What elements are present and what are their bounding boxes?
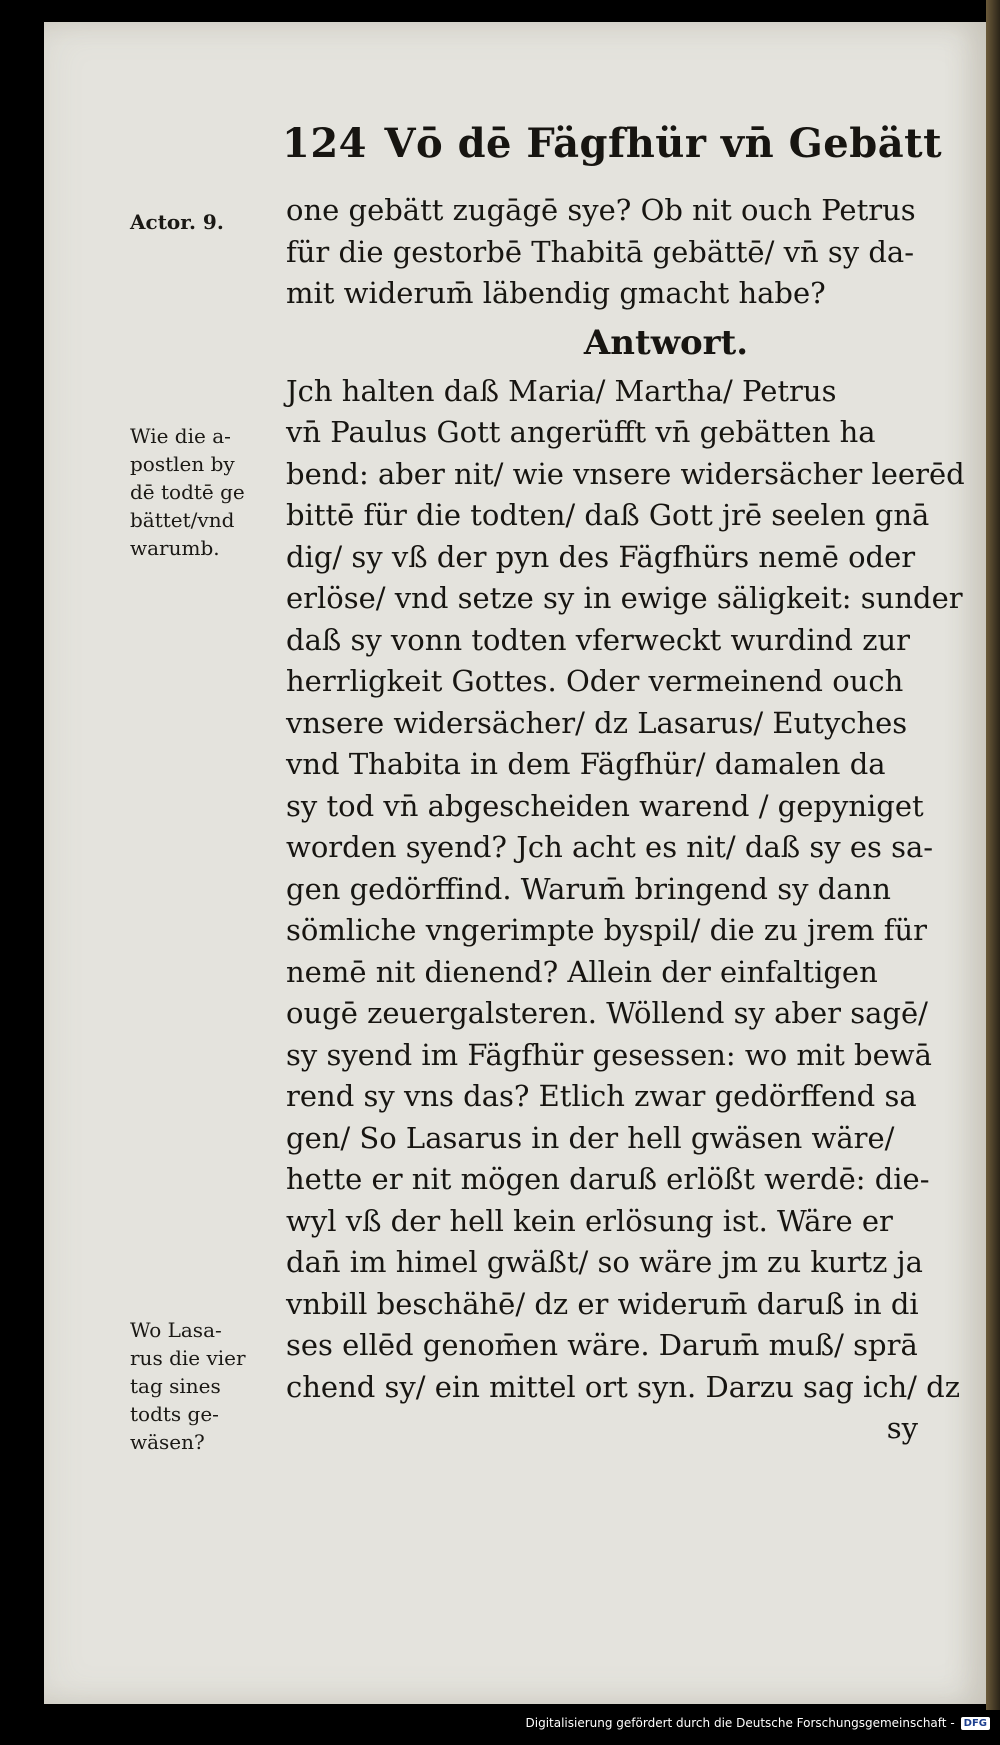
margin-note-line: tag sines bbox=[130, 1374, 221, 1398]
margin-note-line: Wo Lasa- bbox=[130, 1318, 222, 1342]
margin-note-line: Wie die a- bbox=[130, 424, 231, 448]
book-page bbox=[44, 22, 986, 1704]
credit-text: Digitalisierung gefördert durch die Deutsche Forschungsgemeinschaft - bbox=[525, 1716, 955, 1730]
page-number: 124 bbox=[282, 120, 367, 167]
text-line: dan̄ im himel gwäßt/ so wäre jm zu kurtz ja bbox=[286, 1245, 923, 1279]
book-edge bbox=[986, 0, 1000, 1710]
text-line: für die gestorbē Thabitā gebättē/ vn̄ sy da- bbox=[286, 234, 915, 269]
text-line: nemē nit dienend? Allein der einfaltigen bbox=[286, 954, 878, 989]
text-line: erlöse/ vnd setze sy in ewige säligkeit: sunder bbox=[286, 581, 963, 615]
text-line: sömliche vngerimpte byspil/ die zu jrem für bbox=[286, 913, 928, 947]
section-heading: Antwort. bbox=[583, 322, 749, 363]
text-line: Jch halten daß Maria/ Martha/ Petrus bbox=[286, 373, 837, 408]
margin-note-apostles bbox=[130, 422, 245, 562]
text-line: sy tod vn̄ abgescheiden warend / gepyniget bbox=[286, 788, 924, 823]
text-line: daß sy vonn todten vferweckt wurdind zur bbox=[286, 622, 911, 657]
text-line: vnsere widersächer/ dz Lasarus/ Eutyches bbox=[286, 705, 908, 740]
text-line: vnd Thabita in dem Fägfhür/ damalen da bbox=[286, 747, 886, 781]
text-line: one gebätt zugāgē sye? Ob nit ouch Petrus bbox=[286, 193, 916, 227]
margin-note-line: bättet/vnd bbox=[130, 508, 235, 532]
margin-note-line: Actor. 9. bbox=[130, 210, 224, 234]
text-line: wyl vß der hell kein erlösung ist. Wäre er bbox=[286, 1203, 893, 1238]
text-line: worden syend? Jch acht es nit/ daß sy es sa- bbox=[286, 830, 934, 864]
text-line: vnbill beschähē/ dz er widerum̄ daruß in di bbox=[286, 1286, 919, 1321]
text-line: sy syend im Fägfhür gesessen: wo mit bewā bbox=[286, 1037, 932, 1072]
digitization-credit bbox=[526, 1713, 991, 1733]
text-line: bend: aber nit/ wie vnsere widersächer leerēd bbox=[286, 456, 965, 491]
text-line: ses ellēd genom̄en wäre. Darum̄ muß/ sprā bbox=[286, 1328, 918, 1362]
page-header bbox=[282, 120, 1000, 180]
running-title: Vō dē Fägfhür vn̄ Gebätt bbox=[384, 120, 943, 167]
margin-note-lazarus bbox=[130, 1316, 246, 1456]
text-line: hette er nit mögen daruß erlößt werdē: die- bbox=[286, 1162, 930, 1196]
text-line: gen gedörffind. Warum̄ bringend sy dann bbox=[286, 871, 891, 906]
margin-note-line: wäsen? bbox=[130, 1430, 205, 1454]
text-line: vn̄ Paulus Gott angerüfft vn̄ gebätten ha bbox=[286, 415, 876, 449]
text-line: bittē für die todten/ daß Gott jrē seelen gnā bbox=[286, 498, 930, 532]
text-line: herrligkeit Gottes. Oder vermeinend ouch bbox=[286, 664, 904, 698]
text-line: ougē zeuergalsteren. Wöllend sy aber sagē/ bbox=[286, 996, 928, 1030]
dfg-logo: DFG bbox=[961, 1717, 990, 1730]
catchword: sy bbox=[886, 1411, 918, 1445]
text-line: dig/ sy vß der pyn des Fägfhürs nemē oder bbox=[286, 539, 916, 574]
margin-note-line: todts ge- bbox=[130, 1402, 219, 1426]
main-text-block bbox=[286, 190, 986, 1450]
text-line: mit widerum̄ läbendig gmacht habe? bbox=[286, 276, 826, 310]
margin-note-line: postlen by bbox=[130, 452, 235, 476]
margin-note-acts bbox=[130, 208, 224, 236]
margin-note-line: rus die vier bbox=[130, 1346, 246, 1370]
text-line: rend sy vns das? Etlich zwar gedörffend sa bbox=[286, 1079, 917, 1113]
text-line: gen/ So Lasarus in der hell gwäsen wäre/ bbox=[286, 1120, 895, 1155]
margin-note-line: warumb. bbox=[130, 536, 220, 560]
text-line: chend sy/ ein mittel ort syn. Darzu sag ich/ dz bbox=[286, 1369, 960, 1404]
margin-note-line: dē todtē ge bbox=[130, 480, 245, 504]
